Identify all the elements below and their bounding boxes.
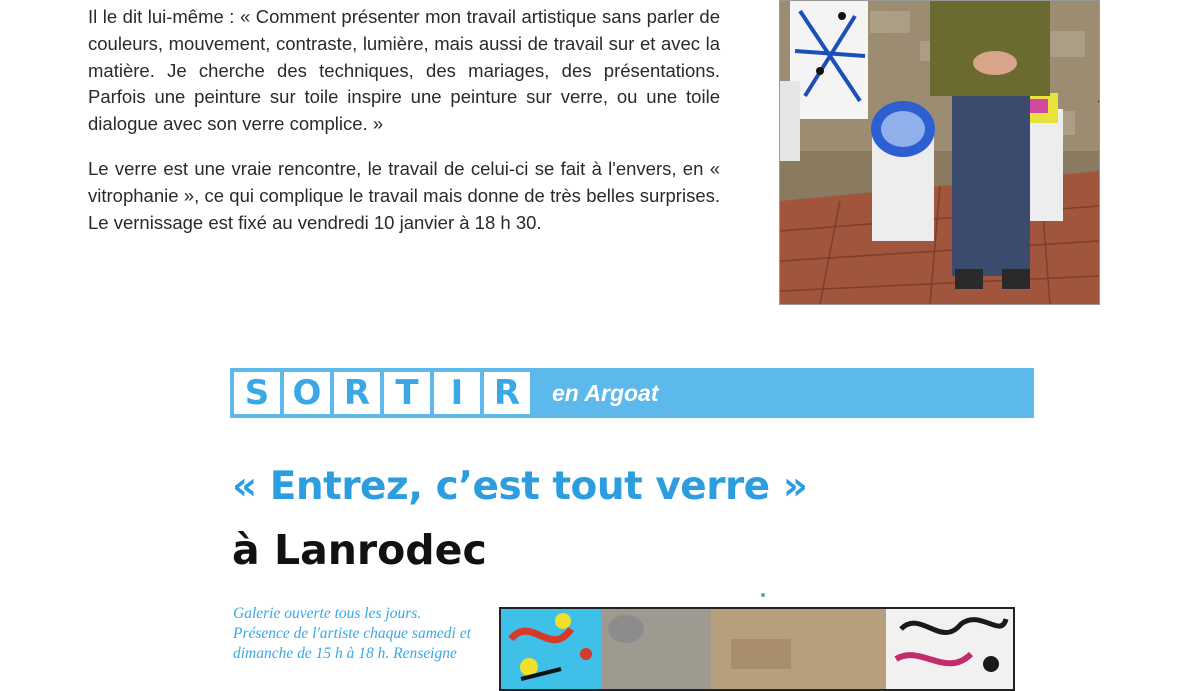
gallery-caption: Galerie ouverte tous les jours. Présence de l'artiste chaque samedi et dimanche de 15 h à 18 h. Renseigne (233, 605, 471, 662)
banner-subtitle: en Argoat (552, 380, 659, 406)
banner-letter: O (284, 372, 330, 414)
artwork-photo (499, 607, 1015, 691)
banner-letter: R (484, 372, 530, 414)
article-text (88, 4, 720, 236)
banner-letter: T (384, 372, 430, 414)
article-paragraph: Le verre est une vraie rencontre, le travail de celui-ci se fait à l'envers, en « vitrophanie », ce qui complique le travail mais donne de très belles surprises. Le vernissage est fixé au vendredi 10 janvier à 18 h 30. (88, 157, 720, 233)
subheadline: à Lanrodec (232, 526, 487, 574)
print-speck (761, 593, 765, 597)
banner-letter: S (234, 372, 280, 414)
article-paragraph: Il le dit lui-même : « Comment présenter mon travail artistique sans parler de couleurs, mouvement, contraste, lumière, mais aussi de travail sur et avec la matière. Je cherche des techniques, des mariages, des présentations. Parfois une peinture sur toile inspire une peinture sur verre, ou une toile dialogue avec son verre complice. » (88, 6, 720, 135)
sortir-banner (230, 368, 1034, 418)
banner-letter: I (434, 372, 480, 414)
artist-exhibition-photo (779, 0, 1100, 305)
headline: « Entrez, c’est tout verre » (232, 464, 808, 509)
banner-letter: R (334, 372, 380, 414)
